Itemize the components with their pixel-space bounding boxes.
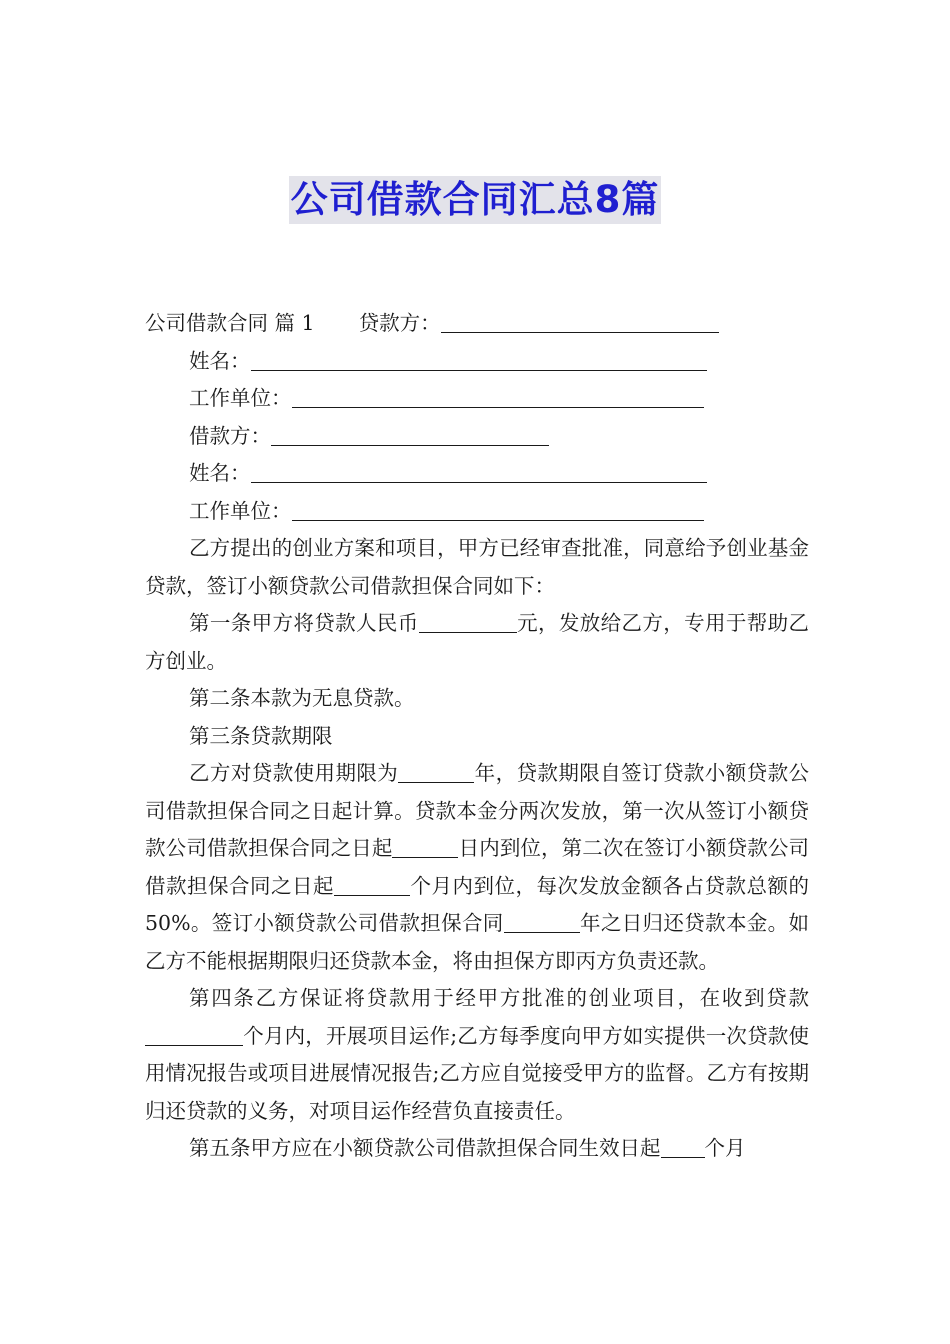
lender-name-line (145, 343, 809, 381)
lender-name-blank (251, 348, 707, 371)
document-body (145, 305, 809, 1168)
header-line (145, 305, 809, 343)
paragraph-article-1 (145, 605, 809, 680)
borrower-unit-line (145, 493, 809, 531)
borrower-label: 借款方： (189, 423, 271, 448)
article-1-text-a: 第一条甲方将贷款人民币 (189, 611, 419, 635)
lender-unit-blank (292, 385, 704, 408)
lender-blank (441, 310, 719, 333)
paragraph-article-4 (145, 980, 809, 1130)
lender-label: 贷款方： (358, 311, 441, 335)
first-days-blank (392, 835, 458, 858)
second-months-blank (334, 873, 410, 896)
article-1-text-b: 元，发放给乙方，专用于帮助乙方创业。 (145, 611, 810, 673)
loan-term-text-d: 个月内到位，每次发放金额各占贷款总额的 50%。签订小额贷款公司借款担保合同 (145, 873, 809, 935)
borrower-name-label: 姓名： (189, 461, 251, 485)
loan-term-text-e: 年之日归还贷款本金。如乙方不能根据期限归还贷款本金，将由担保方即丙方负责还款。 (145, 911, 809, 973)
article-5-blank (661, 1135, 705, 1158)
borrower-blank (271, 423, 549, 446)
paragraph-article-5 (145, 1130, 809, 1168)
borrower-line (145, 418, 809, 456)
article-5-text-a: 第五条甲方应在小额贷款公司借款担保合同生效日起 (189, 1136, 661, 1160)
title-area (0, 176, 950, 224)
amount-blank (419, 610, 517, 633)
loan-term-text-a: 乙方对贷款使用期限为 (189, 761, 399, 785)
borrower-name-line (145, 455, 809, 493)
term-years-blank (398, 760, 474, 783)
borrower-unit-blank (292, 498, 704, 521)
article-4-text-a: 第四条乙方保证将贷款用于经甲方批准的创业项目，在收到贷款 (189, 986, 809, 1010)
repay-years-blank (504, 910, 580, 933)
lender-unit-label: 工作单位： (189, 386, 292, 410)
paragraph-loan-term (145, 755, 809, 980)
months-blank (145, 1023, 243, 1046)
borrower-name-blank (251, 460, 707, 483)
article-4-text-b: 个月内，开展项目运作;乙方每季度向甲方如实提供一次贷款使用情况报告或项目进展情况报告;乙方应自觉接受甲方的监督。乙方有按期归还贷款的义务，对项目运作经营负直接责任。 (145, 1023, 809, 1123)
lender-unit-line (145, 380, 809, 418)
paragraph-article-3: 第三条贷款期限 (189, 723, 333, 748)
lender-name-label: 姓名： (189, 348, 251, 373)
section-heading: 公司借款合同 篇 1 (145, 311, 315, 335)
loan-term-text-c: 日内到位，第二次在签订小额贷款公司借款担保合同之日起 (145, 836, 810, 898)
document-title: 公司借款合同汇总8篇 (289, 176, 662, 224)
borrower-unit-label: 工作单位： (189, 498, 292, 523)
article-5-text-b: 个月 (704, 1136, 746, 1160)
loan-term-text-b: 年，贷款期限自签订贷款小额贷款公司借款担保合同之日起计算。贷款本金分两次发放，第一次从签订小额贷款公司借款担保合同之日起 (145, 761, 810, 860)
paragraph-intro: 乙方提出的创业方案和项目，甲方已经审查批准，同意给予创业基金贷款，签订小额贷款公司借款担保合同如下： (145, 536, 809, 598)
paragraph-article-2: 第二条本款为无息贷款。 (189, 686, 415, 710)
